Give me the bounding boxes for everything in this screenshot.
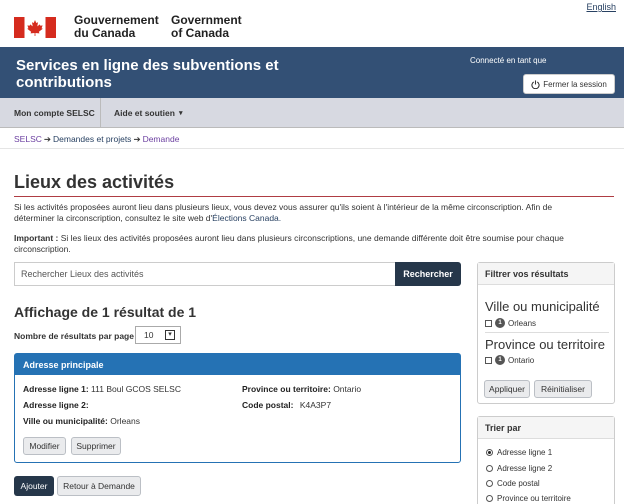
- arrow-right-icon: ➔: [133, 134, 141, 144]
- breadcrumb-divider: [0, 148, 624, 149]
- radio[interactable]: [486, 480, 493, 487]
- arrow-right-icon: ➔: [43, 134, 51, 144]
- search-input[interactable]: Rechercher Lieux des activités: [14, 262, 395, 286]
- chevron-down-icon: ▾: [165, 330, 175, 340]
- sort-panel-title: Trier par: [478, 417, 614, 439]
- logout-button[interactable]: [523, 74, 615, 94]
- facet-city-title: Ville ou municipalité: [485, 299, 600, 314]
- sort-option-line2[interactable]: Adresse ligne 2: [486, 464, 552, 473]
- facet-city-option[interactable]: 1 Orleans: [485, 318, 536, 328]
- checkbox[interactable]: [485, 320, 492, 327]
- address-panel: [14, 353, 461, 463]
- apply-filter-button[interactable]: Appliquer: [484, 380, 530, 398]
- chevron-down-icon: ▾: [178, 110, 183, 117]
- address-postal-code: Code postal: K4A3P7: [242, 400, 332, 410]
- per-page-label: Nombre de résultats par page: [14, 331, 134, 341]
- address-line2: Adresse ligne 2:: [23, 400, 89, 410]
- address-province: Province ou territoire: Ontario: [242, 384, 362, 394]
- sort-option-line1[interactable]: Adresse ligne 1: [486, 448, 552, 457]
- app-title: Services en ligne des subventions et contributions: [16, 57, 279, 91]
- title-underline: [14, 196, 614, 197]
- add-button[interactable]: Ajouter: [14, 476, 54, 496]
- reset-filter-button[interactable]: Réinitialiser: [534, 380, 592, 398]
- menu-help[interactable]: Aide et soutien ▾: [114, 108, 183, 118]
- address-city: Ville ou municipalité: Orleans: [23, 416, 140, 426]
- count-badge: 1: [495, 355, 505, 365]
- search-button[interactable]: Rechercher: [395, 262, 461, 286]
- breadcrumb-selsc[interactable]: SELSC: [14, 134, 42, 144]
- page-title: Lieux des activités: [14, 172, 175, 192]
- signature-french: Gouvernement du Canada: [74, 13, 159, 40]
- radio[interactable]: [486, 495, 493, 502]
- main-menu: [0, 98, 624, 128]
- breadcrumb: [14, 134, 179, 145]
- language-toggle-link[interactable]: English: [586, 2, 616, 12]
- radio-selected[interactable]: [486, 449, 493, 456]
- sort-option-postal[interactable]: Code postal: [486, 479, 540, 488]
- address-panel-title: Adresse principale: [15, 354, 460, 375]
- filter-panel-title: Filtrer vos résultats: [478, 263, 614, 285]
- sort-option-province[interactable]: Province ou territoire: [486, 494, 571, 503]
- intro-paragraph: Si les activités proposées auront lieu dans plusieurs lieux, vous devez vous assurer qu'ils soient à l'intérieur de la même circonscription. Afin de déterminer la circonscription, consultez le site web d'Élections Canada.: [14, 202, 553, 223]
- breadcrumb-request[interactable]: Demande: [142, 134, 180, 144]
- breadcrumb-requests[interactable]: Demandes et projets: [53, 134, 132, 144]
- results-heading: Affichage de 1 résultat de 1: [14, 304, 197, 320]
- radio[interactable]: [486, 465, 493, 472]
- delete-button[interactable]: Supprimer: [71, 437, 121, 455]
- sort-panel: [477, 416, 615, 504]
- menu-my-account[interactable]: Mon compte SELSC: [14, 108, 95, 118]
- facet-province-title: Province ou territoire: [485, 337, 605, 352]
- filter-panel: [477, 262, 615, 404]
- count-badge: 1: [495, 318, 505, 328]
- per-page-select[interactable]: 10 ▾: [135, 326, 181, 344]
- modify-button[interactable]: Modifier: [23, 437, 66, 455]
- elections-canada-link[interactable]: Élections Canada.: [212, 213, 282, 223]
- facet-province-option[interactable]: 1 Ontario: [485, 355, 534, 365]
- facet-divider: [485, 332, 609, 333]
- important-paragraph: Important : Si les lieux des activités proposées auront lieu dans plusieurs circonscriptions, une demande différente doit être soumise pour chaque circonscription.: [14, 233, 564, 254]
- checkbox[interactable]: [485, 357, 492, 364]
- canada-flag-icon: [14, 17, 56, 38]
- signature-english: Government of Canada: [171, 13, 242, 40]
- logout-label: Fermer la session: [543, 79, 607, 89]
- connected-as-label: Connecté en tant que: [470, 56, 547, 65]
- address-line1: Adresse ligne 1: 111 Boul GCOS SELSC: [23, 384, 181, 394]
- power-icon: [531, 80, 540, 89]
- back-to-request-button[interactable]: Retour à Demande: [57, 476, 141, 496]
- app-banner: [0, 47, 624, 98]
